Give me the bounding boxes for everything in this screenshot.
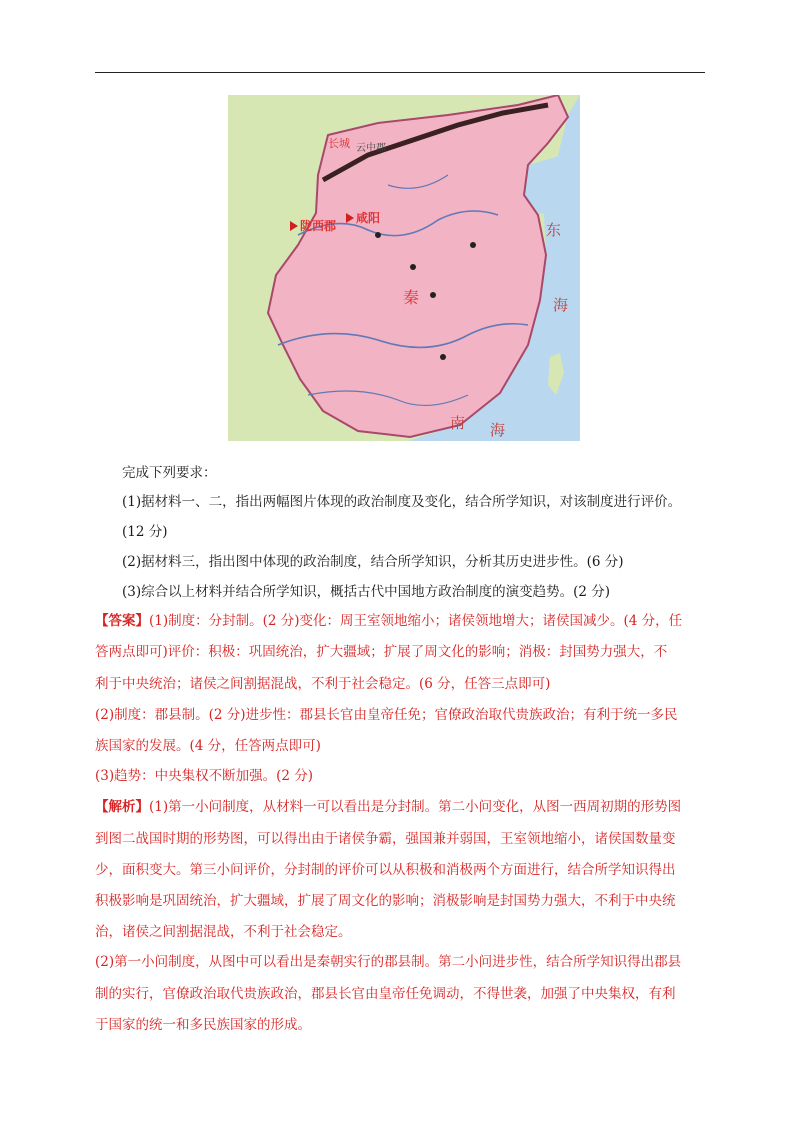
- city-marker: [410, 264, 416, 270]
- questions-intro: 完成下列要求：: [122, 465, 217, 481]
- answer-line-1: [95, 611, 682, 631]
- answer-line-4: (2)制度：郡县制。(2 分)进步性：郡县长官由皇帝任免；官僚政治取代贵族政治；有利于统一多民: [95, 707, 678, 723]
- header-rule: [95, 72, 705, 73]
- analysis-line-4: 积极影响是巩固统治，扩大疆域，扩展了周文化的影响；消极影响是封国势力强大，不利于中央统: [95, 893, 676, 909]
- analysis-line-2: 到图二战国时期的形势图，可以得出由于诸侯争霸，强国兼并弱国，王室领地缩小，诸侯国数量变: [95, 831, 676, 847]
- label-qin: 秦: [403, 290, 420, 307]
- map-svg: [228, 95, 580, 441]
- qin-dynasty-map: [228, 95, 580, 441]
- label-nanhai-2: 海: [490, 422, 506, 439]
- analysis-line-1: [95, 797, 681, 817]
- question-3: (3)综合以上材料并结合所学知识，概括古代中国地方政治制度的演变趋势。(2 分): [122, 584, 611, 600]
- city-marker: [470, 242, 476, 248]
- answer-line-3: 利于中央统治；诸侯之间割据混战，不利于社会稳定。(6 分，任答三点即可): [95, 676, 551, 692]
- label-yunzhong: 云中郡: [356, 143, 386, 154]
- analysis-line-6: (2)第一小问制度，从图中可以看出是秦朝实行的郡县制。第二小问进步性，结合所学知识得出郡县: [95, 954, 682, 970]
- question-1-score: (12 分): [122, 524, 168, 540]
- analysis-line-8: 于国家的统一和多民族国家的形成。: [95, 1017, 311, 1033]
- question-1: (1)据材料一、二，指出两幅图片体现的政治制度及变化，结合所学知识，对该制度进行评价。: [122, 494, 682, 510]
- analysis-tag: 【解析】: [95, 799, 149, 815]
- answer-line-6: (3)趋势：中央集权不断加强。(2 分): [95, 768, 314, 784]
- label-changcheng: 长城: [328, 138, 350, 150]
- analysis-line-7: 制的实行，官僚政治取代贵族政治，郡县长官由皇帝任免调动，不得世袭，加强了中央集权，有利: [95, 986, 676, 1002]
- label-nanhai-1: 南: [450, 415, 466, 432]
- city-marker: [440, 354, 446, 360]
- analysis-text: (1)第一小问制度，从材料一可以看出是分封制。第二小问变化，从图一西周初期的形势图: [149, 799, 682, 815]
- question-2: (2)据材料三，指出图中体现的政治制度，结合所学知识，分析其历史进步性。(6 分): [122, 554, 624, 570]
- analysis-line-3: 少，面积变大。第三小问评价，分封制的评价可以从积极和消极两个方面进行，结合所学知识得出: [95, 862, 676, 878]
- label-longxi: 陇西郡: [300, 219, 337, 233]
- label-donghai-1: 东: [546, 222, 562, 239]
- answer-line-5: 族国家的发展。(4 分，任答两点即可): [95, 738, 321, 754]
- answer-line-2: 答两点即可)评价：积极：巩固统治，扩大疆域；扩展了周文化的影响；消极：封国势力强大，不: [95, 644, 668, 660]
- analysis-line-5: 治，诸侯之间割据混战，不利于社会稳定。: [95, 924, 352, 940]
- city-marker: [430, 292, 436, 298]
- label-donghai-2: 海: [553, 297, 569, 314]
- answer-tag: 【答案】: [95, 613, 149, 629]
- answer-text: (1)制度：分封制。(2 分)变化：周王室领地缩小；诸侯领地增大；诸侯国减少。(4 分，任: [149, 613, 683, 629]
- city-marker: [375, 232, 381, 238]
- label-xianyang: 咸阳: [356, 211, 381, 225]
